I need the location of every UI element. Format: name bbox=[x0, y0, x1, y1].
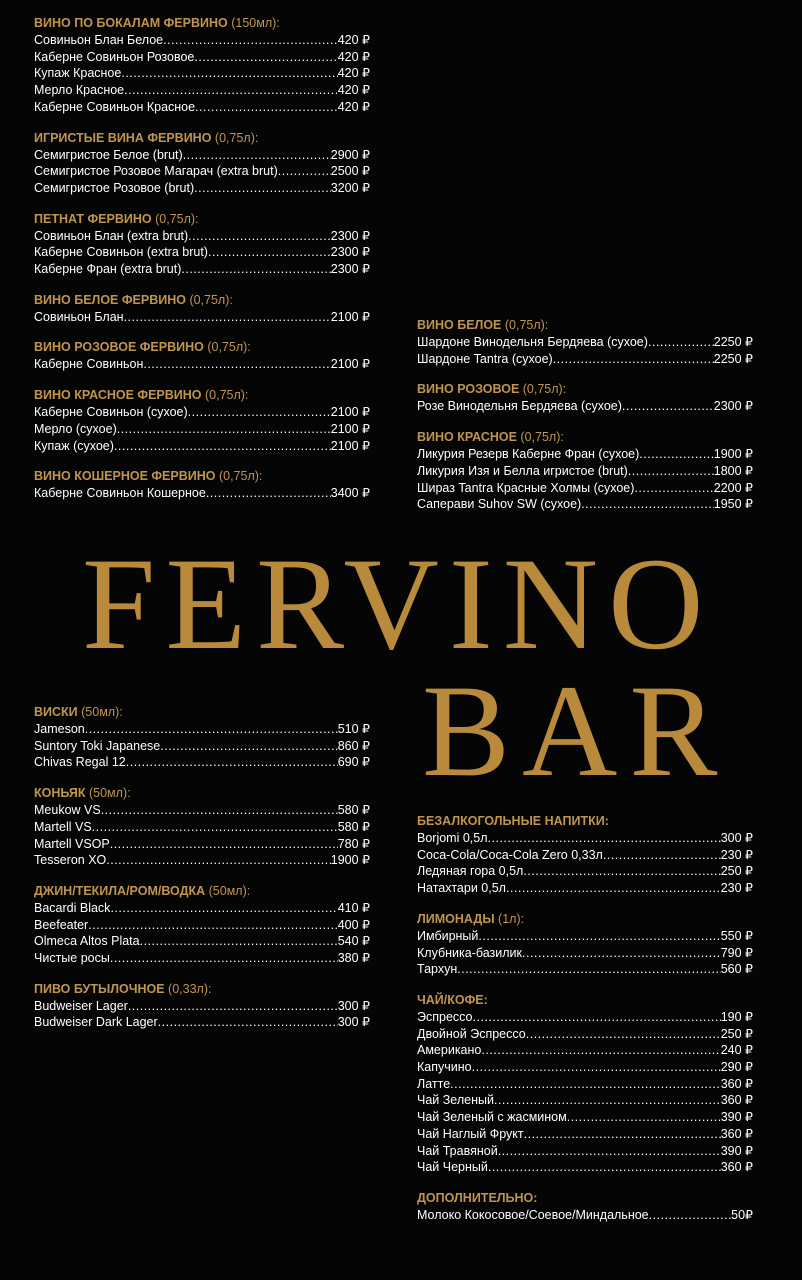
section-title: ВИНО КОШЕРНОЕ ФЕРВИНО bbox=[34, 469, 216, 484]
menu-item-price: 420 ₽ bbox=[337, 99, 370, 114]
menu-item-price: 360 ₽ bbox=[720, 1160, 753, 1175]
dot-leader bbox=[188, 228, 331, 245]
section-heading bbox=[417, 317, 753, 334]
dot-leader bbox=[101, 802, 338, 819]
section-heading bbox=[34, 15, 370, 32]
menu-item-name: Meukow VS bbox=[34, 803, 101, 818]
menu-item-name: Каберне Совиньон Розовое bbox=[34, 49, 195, 64]
dot-leader bbox=[124, 309, 331, 326]
menu-item bbox=[417, 1042, 753, 1059]
menu-section bbox=[417, 813, 753, 897]
dot-leader bbox=[183, 147, 331, 164]
menu-item-price: 1800 ₽ bbox=[713, 463, 753, 478]
menu-item-name: Tesseron XO bbox=[34, 853, 107, 868]
menu-item-name: Купаж Красное bbox=[34, 66, 122, 81]
menu-item-name: Совиньон Блан Белое bbox=[34, 33, 164, 47]
menu-item bbox=[34, 99, 370, 116]
menu-item-price: 510 ₽ bbox=[337, 722, 370, 736]
dot-leader bbox=[114, 438, 331, 455]
section-volume: (50мл): bbox=[205, 883, 251, 898]
dot-leader bbox=[110, 900, 337, 917]
section-volume: (0,75л): bbox=[215, 469, 263, 484]
menu-item-price: 2300 ₽ bbox=[713, 399, 753, 414]
dot-leader bbox=[649, 1207, 732, 1224]
section-heading bbox=[34, 704, 370, 721]
menu-item-name: Каберне Совиньон (extra brut) bbox=[34, 245, 208, 260]
menu-item-name: Семигристое Розовое Магарач (extra brut) bbox=[34, 164, 278, 179]
menu-item-price: 410 ₽ bbox=[337, 900, 370, 915]
menu-item-price: 860 ₽ bbox=[337, 738, 370, 753]
menu-item bbox=[34, 309, 370, 326]
menu-item-name: Каберне Фран (extra brut) bbox=[34, 262, 182, 277]
dot-leader bbox=[128, 998, 338, 1015]
section-heading bbox=[34, 339, 370, 356]
menu-item-price: 550 ₽ bbox=[720, 928, 753, 943]
menu-column-soft-drinks bbox=[417, 813, 753, 1238]
menu-item-name: Budweiser Lager bbox=[34, 998, 128, 1013]
menu-item-name: Купаж (сухое) bbox=[34, 438, 114, 453]
dot-leader bbox=[106, 852, 331, 869]
dot-leader bbox=[648, 334, 714, 351]
menu-item-name: Ликурия Резерв Каберне Фран (сухое) bbox=[417, 447, 640, 462]
menu-item-name: Каберне Совиньон Красное bbox=[34, 99, 196, 114]
dot-leader bbox=[450, 1076, 721, 1093]
menu-item bbox=[417, 1126, 753, 1143]
section-volume: (0,75л): bbox=[501, 318, 549, 332]
menu-item bbox=[34, 421, 370, 438]
menu-item-name: Ледяная гора 0,5л bbox=[417, 864, 524, 879]
menu-item-name: Чай Черный bbox=[417, 1160, 488, 1175]
menu-item-name: Чай Травяной bbox=[417, 1143, 498, 1158]
dot-leader bbox=[634, 480, 713, 497]
section-heading bbox=[34, 468, 370, 485]
menu-item-name: Мерло (сухое) bbox=[34, 421, 117, 436]
section-heading bbox=[34, 387, 370, 404]
menu-item-price: 50₽ bbox=[731, 1207, 753, 1222]
menu-item-name: Suntory Toki Japanese bbox=[34, 738, 161, 753]
menu-item bbox=[34, 356, 370, 373]
menu-item-name: Каберне Совиньон (сухое) bbox=[34, 405, 188, 420]
section-volume: (0,75л): bbox=[185, 292, 233, 307]
section-volume: (0,75л): bbox=[211, 130, 259, 145]
menu-item-price: 250 ₽ bbox=[720, 1026, 753, 1041]
section-title: КОНЬЯК bbox=[34, 786, 86, 801]
dot-leader bbox=[206, 485, 331, 502]
menu-item-name: Семигристое Розовое (brut) bbox=[34, 180, 195, 195]
menu-item-price: 2250 ₽ bbox=[713, 335, 753, 349]
menu-item-name: Латте bbox=[417, 1076, 451, 1091]
menu-section bbox=[34, 387, 370, 454]
menu-item-name: Чай Зеленый bbox=[417, 1093, 494, 1108]
section-heading bbox=[34, 211, 370, 228]
section-heading bbox=[34, 292, 370, 309]
dot-leader bbox=[188, 404, 331, 421]
menu-item-name: Совиньон Блан (extra brut) bbox=[34, 228, 189, 243]
dot-leader bbox=[628, 463, 714, 480]
menu-item-price: 2300 ₽ bbox=[330, 245, 370, 260]
menu-item bbox=[34, 147, 370, 164]
section-title: ЧАЙ/КОФЕ: bbox=[417, 992, 488, 1007]
section-title: ПИВО БУТЫЛОЧНОЕ bbox=[34, 981, 169, 996]
section-title: ДЖИН/ТЕКИЛА/РОМ/ВОДКА bbox=[34, 883, 206, 898]
menu-item-price: 580 ₽ bbox=[337, 819, 370, 834]
section-heading bbox=[34, 981, 370, 998]
section-heading bbox=[417, 381, 753, 398]
menu-item bbox=[417, 446, 753, 463]
menu-section bbox=[34, 211, 370, 278]
menu-item-name: Martell VS bbox=[34, 819, 92, 834]
section-heading bbox=[34, 883, 370, 900]
section-volume: (50мл): bbox=[77, 705, 123, 719]
dot-leader bbox=[553, 351, 714, 368]
menu-item-price: 390 ₽ bbox=[720, 1143, 753, 1158]
menu-item bbox=[417, 945, 753, 962]
dot-leader bbox=[85, 721, 338, 738]
menu-item bbox=[34, 802, 370, 819]
menu-item bbox=[34, 32, 370, 49]
menu-item-price: 2100 ₽ bbox=[330, 357, 370, 372]
menu-item-price: 3400 ₽ bbox=[330, 486, 370, 501]
menu-item-name: Chivas Regal 12 bbox=[34, 755, 126, 770]
section-title: ВИНО РОЗОВОЕ bbox=[417, 382, 520, 397]
dot-leader bbox=[472, 1059, 721, 1076]
menu-item-price: 300 ₽ bbox=[337, 998, 370, 1013]
dot-leader bbox=[117, 421, 331, 438]
menu-item-price: 580 ₽ bbox=[337, 803, 370, 818]
menu-item bbox=[34, 1014, 370, 1031]
menu-item-price: 790 ₽ bbox=[720, 945, 753, 960]
section-title: ВИНО КРАСНОЕ ФЕРВИНО bbox=[34, 388, 202, 403]
menu-item bbox=[417, 1092, 753, 1109]
menu-item-name: Розе Винодельня Бердяева (сухое) bbox=[417, 399, 622, 414]
dot-leader bbox=[473, 1009, 721, 1026]
dot-leader bbox=[522, 945, 721, 962]
menu-item-name: Каберне Совиньон Кошерное bbox=[34, 486, 206, 501]
section-volume: (0,75л): bbox=[516, 430, 564, 445]
menu-item bbox=[34, 49, 370, 66]
menu-item bbox=[417, 1059, 753, 1076]
dot-leader bbox=[506, 880, 721, 897]
menu-section bbox=[417, 1190, 753, 1224]
dot-leader bbox=[581, 496, 714, 513]
menu-item bbox=[417, 863, 753, 880]
menu-section bbox=[34, 883, 370, 967]
menu-item-price: 420 ₽ bbox=[337, 66, 370, 81]
menu-item bbox=[417, 480, 753, 497]
menu-item-price: 190 ₽ bbox=[720, 1009, 753, 1024]
section-volume: (0,75л): bbox=[151, 211, 199, 226]
menu-item bbox=[34, 228, 370, 245]
menu-item-price: 240 ₽ bbox=[720, 1043, 753, 1058]
section-heading bbox=[417, 1190, 753, 1207]
menu-item bbox=[34, 404, 370, 421]
menu-item-name: Совиньон Блан bbox=[34, 309, 124, 324]
menu-item-name: Чай Наглый Фрукт bbox=[417, 1126, 524, 1141]
dot-leader bbox=[481, 1042, 720, 1059]
menu-column-wines-other bbox=[417, 317, 753, 527]
dot-leader bbox=[160, 738, 337, 755]
menu-item-name: Чистые росы bbox=[34, 951, 110, 966]
section-title: ЛИМОНАДЫ bbox=[417, 911, 495, 926]
menu-item bbox=[417, 1207, 753, 1224]
dot-leader bbox=[143, 356, 330, 373]
menu-item-price: 2900 ₽ bbox=[330, 147, 370, 162]
section-volume: (150мл): bbox=[227, 16, 280, 30]
menu-item-name: Ликурия Изя и Белла игристое (brut) bbox=[417, 463, 628, 478]
menu-item-price: 2100 ₽ bbox=[330, 421, 370, 436]
menu-item bbox=[34, 900, 370, 917]
dot-leader bbox=[524, 1126, 721, 1143]
section-title: ВИНО РОЗОВОЕ ФЕРВИНО bbox=[34, 340, 204, 355]
menu-item bbox=[417, 1109, 753, 1126]
menu-item bbox=[34, 754, 370, 771]
brand-logo-bar: BAR bbox=[422, 657, 730, 804]
menu-item bbox=[417, 1143, 753, 1160]
dot-leader bbox=[278, 163, 331, 180]
section-title: ВИСКИ bbox=[34, 705, 78, 719]
menu-item-name: Чай Зеленый с жасмином bbox=[417, 1110, 567, 1125]
menu-item-name: Budweiser Dark Lager bbox=[34, 1015, 158, 1030]
section-title: ВИНО БЕЛОЕ ФЕРВИНО bbox=[34, 292, 186, 307]
section-heading bbox=[417, 992, 753, 1009]
menu-item bbox=[34, 721, 370, 738]
menu-item-name: Bacardi Black bbox=[34, 900, 111, 915]
menu-item-name: Капучино bbox=[417, 1060, 472, 1075]
dot-leader bbox=[523, 863, 720, 880]
menu-item-price: 290 ₽ bbox=[720, 1060, 753, 1075]
dot-leader bbox=[88, 917, 337, 934]
menu-section bbox=[34, 981, 370, 1031]
menu-item-price: 420 ₽ bbox=[337, 33, 370, 47]
section-volume: (0,75л): bbox=[519, 382, 567, 397]
menu-column-wines-fervino bbox=[34, 15, 370, 516]
menu-item-name: Американо bbox=[417, 1043, 482, 1058]
menu-item-name: Клубника-базилик bbox=[417, 945, 523, 960]
section-title: ДОПОЛНИТЕЛЬНО: bbox=[417, 1190, 538, 1205]
menu-item-price: 420 ₽ bbox=[337, 49, 370, 64]
menu-section bbox=[417, 911, 753, 978]
menu-item-price: 2100 ₽ bbox=[330, 309, 370, 324]
dot-leader bbox=[110, 950, 338, 967]
menu-item bbox=[34, 852, 370, 869]
menu-section bbox=[417, 317, 753, 367]
menu-item-price: 560 ₽ bbox=[720, 962, 753, 977]
menu-item-price: 2500 ₽ bbox=[330, 164, 370, 179]
dot-leader bbox=[110, 836, 338, 853]
menu-item-name: Имбирный bbox=[417, 928, 479, 943]
menu-item bbox=[34, 933, 370, 950]
section-volume: (0,75л): bbox=[201, 388, 249, 403]
dot-leader bbox=[181, 261, 330, 278]
menu-item bbox=[417, 1159, 753, 1176]
dot-leader bbox=[457, 961, 720, 978]
dot-leader bbox=[208, 244, 331, 261]
menu-item-price: 2200 ₽ bbox=[713, 480, 753, 495]
menu-item bbox=[34, 836, 370, 853]
menu-item bbox=[34, 998, 370, 1015]
section-heading bbox=[417, 429, 753, 446]
menu-item-price: 360 ₽ bbox=[720, 1126, 753, 1141]
menu-item-name: Borjomi 0,5л bbox=[417, 831, 488, 845]
menu-item bbox=[417, 463, 753, 480]
dot-leader bbox=[498, 1143, 721, 1160]
menu-item-price: 230 ₽ bbox=[720, 881, 753, 896]
menu-item-price: 1900 ₽ bbox=[713, 447, 753, 462]
menu-section bbox=[417, 429, 753, 513]
menu-item-price: 360 ₽ bbox=[720, 1076, 753, 1091]
menu-item-price: 250 ₽ bbox=[720, 864, 753, 879]
menu-item bbox=[417, 334, 753, 351]
dot-leader bbox=[92, 819, 338, 836]
menu-item-name: Каберне Совиньон bbox=[34, 357, 144, 372]
brand-logo-fervino: FERVINO bbox=[82, 530, 714, 677]
menu-item-price: 360 ₽ bbox=[720, 1093, 753, 1108]
menu-item-name: Мерло Красное bbox=[34, 83, 125, 98]
section-title: ВИНО БЕЛОЕ bbox=[417, 318, 502, 332]
menu-item-name: Натахтари 0,5л bbox=[417, 881, 506, 896]
menu-item-name: Шардоне Винодельня Бердяева (сухое) bbox=[417, 335, 648, 349]
menu-item bbox=[417, 847, 753, 864]
menu-section bbox=[34, 704, 370, 771]
menu-item-price: 2100 ₽ bbox=[330, 438, 370, 453]
menu-item-price: 780 ₽ bbox=[337, 836, 370, 851]
menu-item bbox=[34, 163, 370, 180]
menu-item-price: 400 ₽ bbox=[337, 917, 370, 932]
dot-leader bbox=[488, 830, 721, 847]
dot-leader bbox=[494, 1092, 721, 1109]
menu-item-price: 300 ₽ bbox=[337, 1015, 370, 1030]
menu-item-price: 2100 ₽ bbox=[330, 405, 370, 420]
dot-leader bbox=[478, 928, 720, 945]
menu-item bbox=[417, 398, 753, 415]
menu-section bbox=[34, 468, 370, 502]
section-volume: (50мл): bbox=[85, 786, 131, 801]
menu-item bbox=[34, 180, 370, 197]
section-volume: (0,75л): bbox=[203, 340, 251, 355]
menu-section bbox=[34, 339, 370, 373]
menu-section bbox=[34, 785, 370, 869]
menu-item-name: Эспрессо bbox=[417, 1009, 473, 1024]
menu-item-price: 380 ₽ bbox=[337, 951, 370, 966]
menu-item bbox=[34, 950, 370, 967]
dot-leader bbox=[194, 180, 331, 197]
menu-item-price: 690 ₽ bbox=[337, 755, 370, 770]
dot-leader bbox=[195, 99, 338, 116]
menu-item bbox=[34, 819, 370, 836]
section-title: БЕЗАЛКОГОЛЬНЫЕ НАПИТКИ: bbox=[417, 814, 609, 828]
dot-leader bbox=[140, 933, 338, 950]
dot-leader bbox=[163, 32, 338, 49]
menu-item-name: Coca-Cola/Coca-Cola Zero 0,33л bbox=[417, 847, 603, 862]
menu-item-price: 540 ₽ bbox=[337, 934, 370, 949]
section-heading bbox=[417, 813, 753, 830]
menu-item-name: Olmeca Altos Plata bbox=[34, 934, 140, 949]
menu-item bbox=[417, 928, 753, 945]
menu-item-name: Двойной Эспрессо bbox=[417, 1026, 526, 1041]
menu-section bbox=[34, 130, 370, 197]
menu-item bbox=[417, 880, 753, 897]
menu-item-price: 230 ₽ bbox=[720, 847, 753, 862]
menu-item bbox=[34, 438, 370, 455]
section-heading bbox=[34, 785, 370, 802]
menu-item-name: Тархун bbox=[417, 962, 458, 977]
section-title: ПЕТНАТ ФЕРВИНО bbox=[34, 211, 152, 226]
menu-item bbox=[34, 261, 370, 278]
dot-leader bbox=[124, 82, 338, 99]
dot-leader bbox=[526, 1026, 721, 1043]
menu-item-price: 390 ₽ bbox=[720, 1110, 753, 1125]
menu-item bbox=[417, 1076, 753, 1093]
menu-item bbox=[417, 1026, 753, 1043]
section-title: ВИНО КРАСНОЕ bbox=[417, 430, 517, 445]
menu-item bbox=[34, 738, 370, 755]
menu-item bbox=[34, 917, 370, 934]
menu-item bbox=[417, 351, 753, 368]
menu-item-price: 300 ₽ bbox=[720, 831, 753, 845]
menu-item-name: Молоко Кокосовое/Соевое/Миндальное bbox=[417, 1207, 649, 1222]
dot-leader bbox=[158, 1014, 338, 1031]
dot-leader bbox=[126, 754, 338, 771]
menu-item bbox=[34, 244, 370, 261]
menu-item-name: Jameson bbox=[34, 722, 85, 736]
menu-item-price: 3200 ₽ bbox=[330, 180, 370, 195]
dot-leader bbox=[639, 446, 714, 463]
dot-leader bbox=[121, 65, 337, 82]
menu-item bbox=[417, 1009, 753, 1026]
menu-item bbox=[417, 961, 753, 978]
menu-item-price: 2300 ₽ bbox=[330, 228, 370, 243]
menu-section bbox=[34, 15, 370, 116]
menu-item bbox=[34, 65, 370, 82]
section-title: ИГРИСТЫЕ ВИНА ФЕРВИНО bbox=[34, 130, 212, 145]
dot-leader bbox=[194, 49, 337, 66]
dot-leader bbox=[488, 1159, 721, 1176]
menu-item-name: Beefeater bbox=[34, 917, 89, 932]
menu-section bbox=[34, 292, 370, 326]
menu-section bbox=[417, 381, 753, 415]
menu-item bbox=[417, 830, 753, 847]
menu-item bbox=[34, 82, 370, 99]
dot-leader bbox=[603, 847, 721, 864]
section-heading bbox=[417, 911, 753, 928]
dot-leader bbox=[567, 1109, 721, 1126]
menu-item-name: Шардоне Tantra (сухое) bbox=[417, 351, 553, 366]
section-heading bbox=[34, 130, 370, 147]
menu-column-spirits bbox=[34, 704, 370, 1045]
menu-item-name: Семигристое Белое (brut) bbox=[34, 147, 183, 162]
section-title: ВИНО ПО БОКАЛАМ ФЕРВИНО bbox=[34, 16, 228, 30]
menu-item-price: 2250 ₽ bbox=[713, 351, 753, 366]
menu-item-price: 420 ₽ bbox=[337, 83, 370, 98]
section-volume: (0,33л): bbox=[168, 981, 212, 996]
menu-item bbox=[34, 485, 370, 502]
menu-item-price: 2300 ₽ bbox=[330, 262, 370, 277]
menu-item bbox=[417, 496, 753, 513]
menu-item-name: Саперави Suhov SW (сухое) bbox=[417, 497, 582, 512]
menu-item-name: Шираз Tantra Красные Холмы (сухое) bbox=[417, 480, 635, 495]
menu-item-price: 1900 ₽ bbox=[330, 853, 370, 868]
menu-item-price: 1950 ₽ bbox=[713, 497, 753, 512]
menu-section bbox=[417, 992, 753, 1176]
menu-item-name: Martell VSOP bbox=[34, 836, 110, 851]
section-volume: (1л): bbox=[494, 911, 525, 926]
dot-leader bbox=[622, 398, 714, 415]
